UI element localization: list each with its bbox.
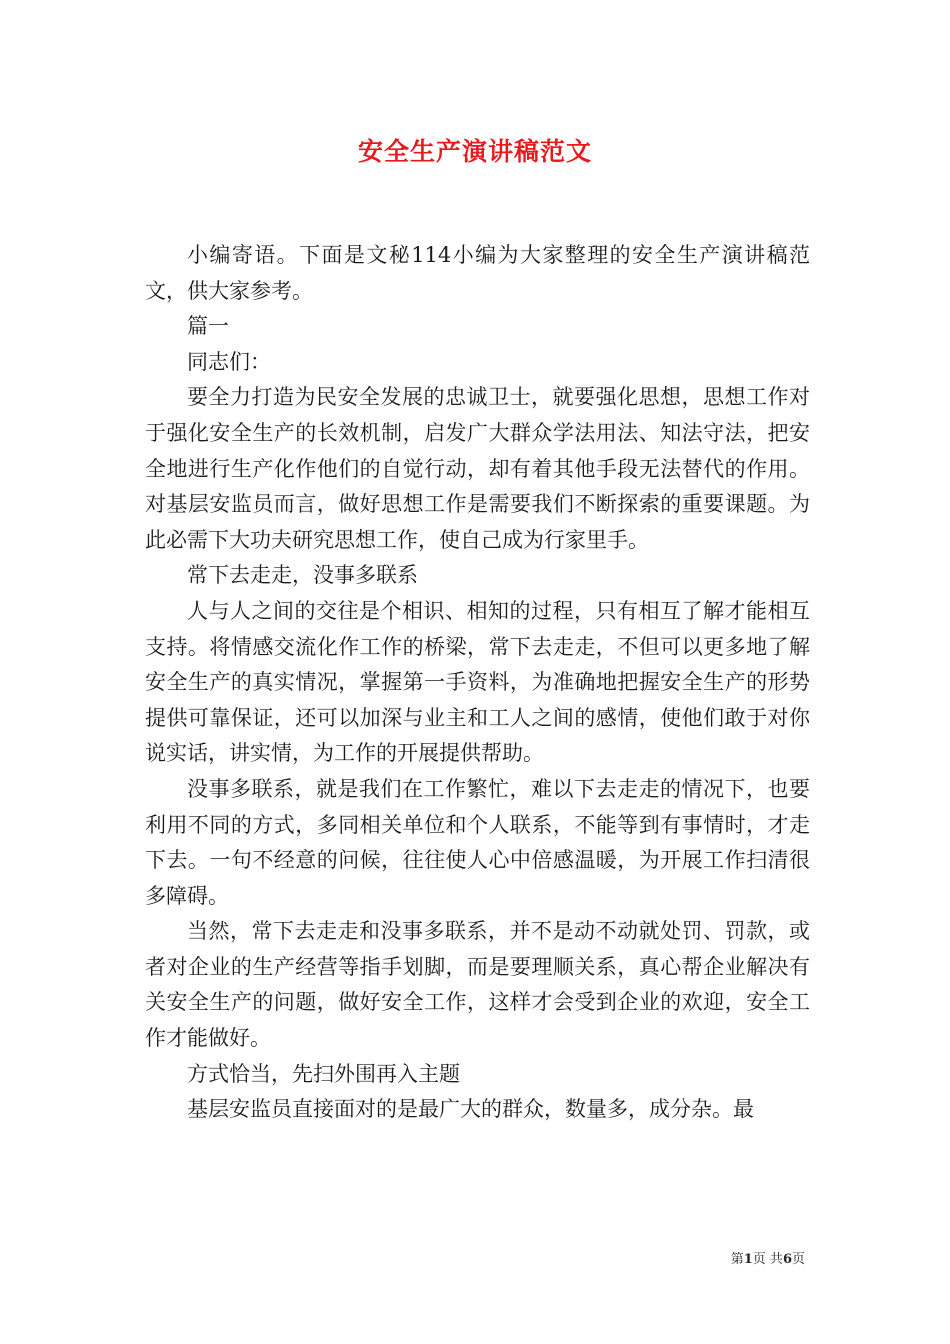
- paragraph: 当然，常下去走走和没事多联系，并不是动不动就处罚、罚款，或者对企业的生产经营等指手划脚，而是要理顺关系，真心帮企业解决有关安全生产的问题，做好安全工作，这样才会受到企业的欢迎，安全工作才能做好。: [145, 919, 810, 1051]
- document-body: [145, 238, 810, 1128]
- paragraph-subheading: 常下去走走，没事多联系: [187, 563, 418, 588]
- footer-current-page: 1: [743, 1252, 753, 1267]
- paragraph: 没事多联系，就是我们在工作繁忙，难以下去走走的情况下，也要利用不同的方式，多同相关单位和个人联系，不能等到有事情时，才走下去。一句不经意的问候，往往使人心中倍感温暖，为开展工作扫清很多障碍。: [145, 776, 810, 908]
- page-footer: [0, 1248, 805, 1267]
- footer-total-pages: 6: [782, 1252, 792, 1267]
- paragraph-intro: 小编寄语。下面是文秘114小编为大家整理的安全生产演讲稿范文，供大家参考。: [145, 243, 810, 303]
- paragraph: 基层安监员直接面对的是最广大的群众，数量多，成分杂。最: [187, 1097, 754, 1122]
- footer-suffix: 页: [791, 1252, 805, 1267]
- paragraph-subheading: 方式恰当，先扫外围再入主题: [187, 1061, 460, 1086]
- paragraph: 人与人之间的交往是个相识、相知的过程，只有相互了解才能相互支持。将情感交流化作工作的桥梁，常下去走走，不但可以更多地了解安全生产的真实情况，掌握第一手资料，为准确地把握安全生产的形势提供可靠保证，还可以加深与业主和工人之间的感情，使他们敢于对你说实话，讲实情，为工作的开展提供帮助。: [145, 598, 810, 766]
- paragraph-section-label: 篇一: [187, 314, 229, 339]
- paragraph-salutation: 同志们：: [187, 349, 271, 374]
- document-title: 安全生产演讲稿范文: [357, 137, 592, 166]
- footer-middle: 页 共: [752, 1252, 783, 1267]
- footer-prefix: 第: [730, 1252, 744, 1267]
- paragraph: 要全力打造为民安全发展的忠诚卫士，就要强化思想，思想工作对于强化安全生产的长效机制，启发广大群众学法用法、知法守法，把安全地进行生产化作他们的自觉行动，却有着其他手段无法替代的作用。对基层安监员而言，做好思想工作是需要我们不断探索的重要课题。为此必需下大功夫研究思想工作，使自己成为行家里手。: [145, 385, 810, 552]
